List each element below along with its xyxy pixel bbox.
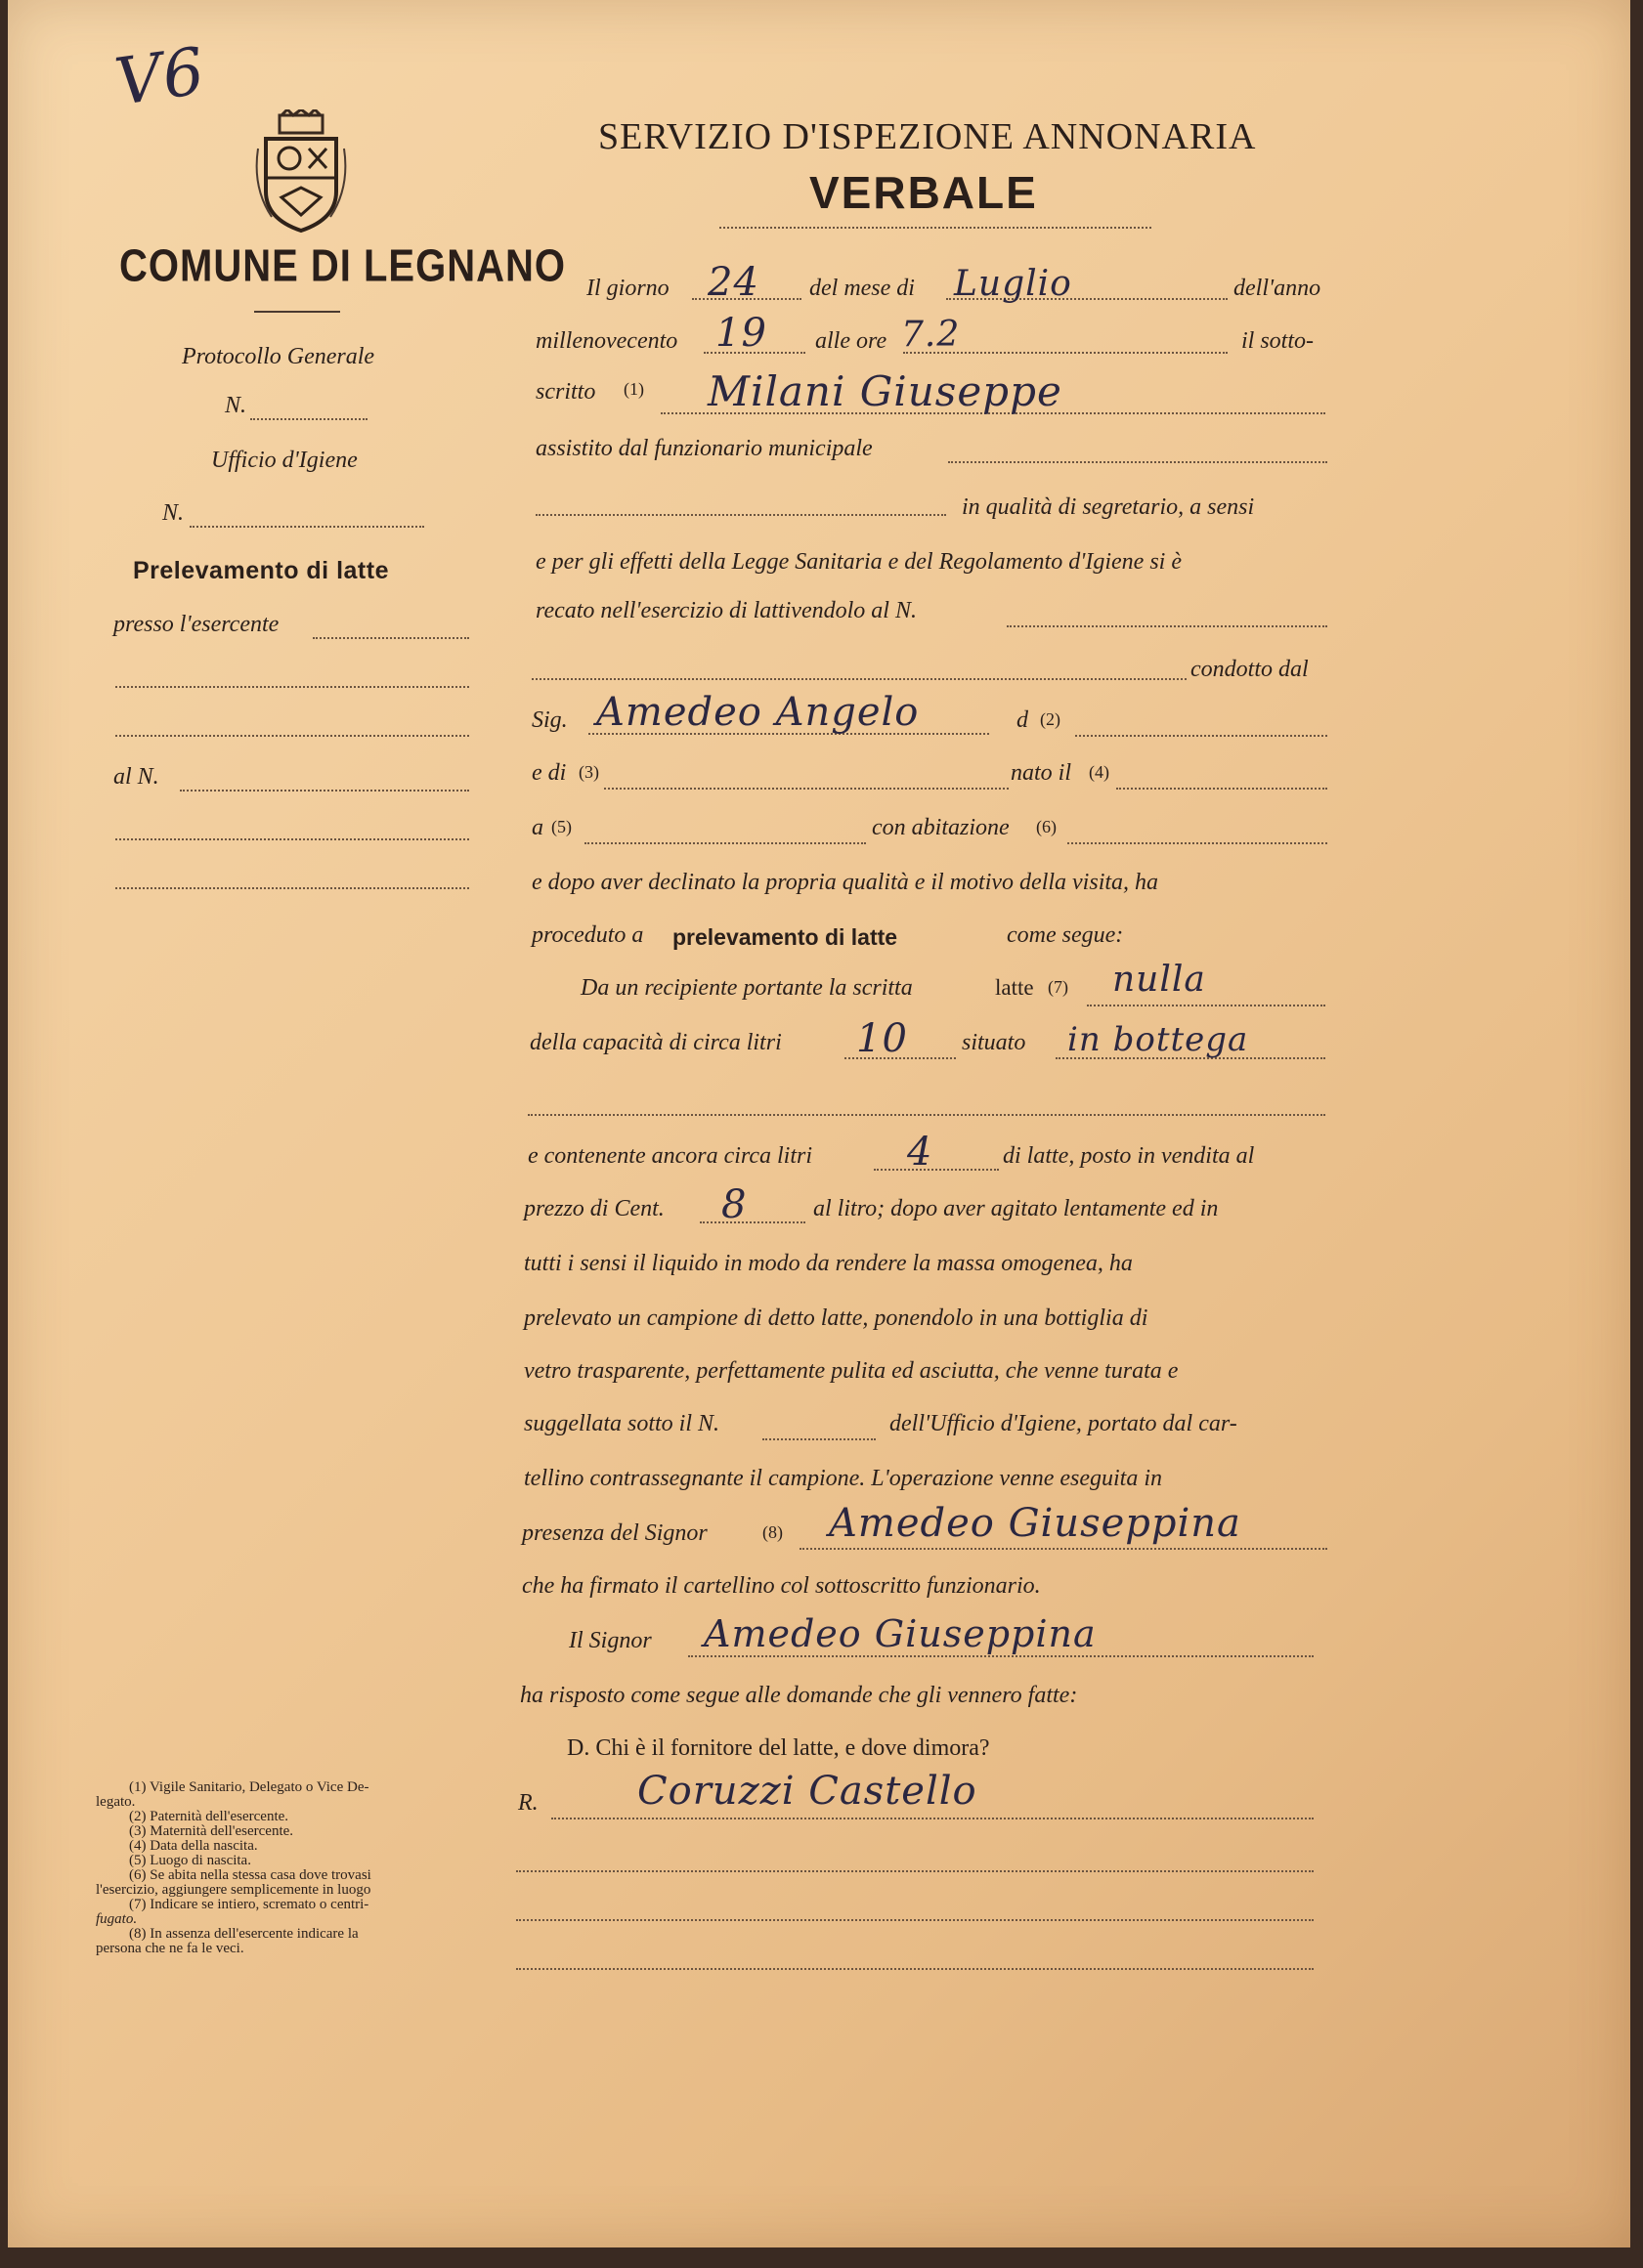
ufficio-n-label: N. bbox=[162, 500, 185, 526]
hour-label: alle ore bbox=[815, 328, 887, 354]
answer-line-1 bbox=[551, 1818, 1314, 1819]
note-2-ref: (2) bbox=[1040, 709, 1060, 729]
footnote: (4) Data della nascita. bbox=[129, 1838, 258, 1854]
condotto-label: condotto dal bbox=[1190, 657, 1309, 682]
scritta-value: nulla bbox=[1112, 960, 1206, 1000]
scritta-line bbox=[1087, 1005, 1325, 1006]
verbale-heading: VERBALE bbox=[809, 167, 1038, 218]
day-value: 24 bbox=[708, 260, 759, 305]
prelevamento-heading: Prelevamento di latte bbox=[133, 557, 389, 584]
note-7-ref: (7) bbox=[1048, 977, 1068, 997]
ufficio-n-line bbox=[190, 526, 424, 528]
footnotes bbox=[96, 1780, 467, 1956]
millennio-label: millenovecento bbox=[536, 328, 678, 354]
left-line-6 bbox=[115, 887, 469, 889]
nato-line bbox=[1116, 788, 1327, 790]
prezzo-value: 8 bbox=[721, 1182, 748, 1227]
sotto-label: il sotto- bbox=[1241, 328, 1315, 354]
vendita-label: di latte, posto in vendita al bbox=[1003, 1143, 1255, 1169]
month-value: Luglio bbox=[954, 264, 1072, 304]
answer-line-2 bbox=[516, 1870, 1314, 1872]
firmato-line: che ha firmato il cartellino col sottoscritto funzionario. bbox=[522, 1573, 1041, 1599]
contenente-line bbox=[874, 1169, 999, 1171]
scritto-label: scritto bbox=[536, 379, 596, 405]
signor-label: Il Signor bbox=[569, 1628, 652, 1653]
ufficio-portato-label: dell'Ufficio d'Igiene, portato dal car- bbox=[889, 1411, 1237, 1436]
note-4-ref: (4) bbox=[1089, 762, 1109, 782]
comune-title: COMUNE DI LEGNANO bbox=[119, 241, 566, 291]
prelevamento-bold: prelevamento di latte bbox=[672, 924, 898, 950]
footnote: (3) Maternità dell'esercente. bbox=[129, 1823, 294, 1839]
situato-value: in bottega bbox=[1067, 1020, 1249, 1059]
sensi-line: tutti i sensi il liquido in modo da rendere la massa omogenea, ha bbox=[524, 1251, 1133, 1276]
abitazione-label: con abitazione bbox=[872, 815, 1010, 840]
presso-line-3 bbox=[115, 735, 469, 737]
signor-line bbox=[688, 1655, 1314, 1657]
e-di-label: e di bbox=[532, 760, 567, 786]
ufficio-label: Ufficio d'Igiene bbox=[211, 448, 358, 473]
protocollo-n-label: N. bbox=[225, 393, 247, 418]
footnote: (7) Indicare se intiero, scremato o centri- bbox=[129, 1897, 369, 1912]
contenente-label: e contenente ancora circa litri bbox=[528, 1143, 813, 1169]
latte-label: latte bbox=[995, 975, 1034, 1000]
presso-line-1 bbox=[313, 637, 469, 639]
d-line bbox=[1075, 735, 1327, 737]
recipiente-label: Da un recipiente portante la scritta bbox=[581, 975, 913, 1001]
declinato-line: e dopo aver declinato la propria qualità e il motivo della visita, ha bbox=[532, 870, 1159, 895]
footnote: (1) Vigile Sanitario, Delegato o Vice De- bbox=[129, 1779, 369, 1795]
segue-label: come segue: bbox=[1007, 922, 1124, 948]
note-6-ref: (6) bbox=[1036, 817, 1057, 836]
condotto-line bbox=[532, 678, 1187, 680]
question-d: D. Chi è il fornitore del latte, e dove dimora? bbox=[567, 1735, 990, 1761]
servizio-heading: SERVIZIO D'ISPEZIONE ANNONARIA bbox=[598, 116, 1257, 157]
comune-underline bbox=[254, 311, 340, 313]
legge-line: e per gli effetti della Legge Sanitaria e del Regolamento d'Igiene si è bbox=[536, 549, 1182, 575]
al-n-label: al N. bbox=[113, 764, 159, 790]
situato-label: situato bbox=[962, 1030, 1026, 1055]
presso-label: presso l'esercente bbox=[113, 612, 280, 637]
litro-label: al litro; dopo aver agitato lentamente ed in bbox=[813, 1196, 1219, 1221]
sig-label: Sig. bbox=[532, 707, 568, 733]
vetro-line: vetro trasparente, perfettamente pulita ed asciutta, che venne turata e bbox=[524, 1358, 1179, 1384]
capacita-label: della capacità di circa litri bbox=[530, 1030, 782, 1055]
footnote: (2) Paternità dell'esercente. bbox=[129, 1809, 289, 1824]
answer-line-3 bbox=[516, 1919, 1314, 1921]
a-line bbox=[584, 842, 866, 844]
tellino-line: tellino contrassegnante il campione. L'operazione venne eseguita in bbox=[524, 1466, 1163, 1491]
recato-line bbox=[1007, 625, 1327, 627]
footnote: (5) Luogo di nascita. bbox=[129, 1853, 251, 1868]
answer-r-label: R. bbox=[518, 1790, 539, 1816]
left-line-5 bbox=[115, 838, 469, 840]
year-label: dell'anno bbox=[1233, 276, 1321, 301]
year-value: 19 bbox=[715, 311, 767, 356]
presenza-line bbox=[800, 1548, 1327, 1550]
risposto-line: ha risposto come segue alle domande che gli vennero fatte: bbox=[520, 1683, 1078, 1708]
footnote: legato. bbox=[96, 1794, 136, 1810]
d-label: d bbox=[1016, 707, 1028, 733]
contenente-value: 4 bbox=[907, 1130, 933, 1175]
assistito-label: assistito dal funzionario municipale bbox=[536, 436, 873, 461]
suggellata-label: suggellata sotto il N. bbox=[524, 1411, 720, 1436]
protocollo-label: Protocollo Generale bbox=[182, 344, 375, 369]
capacita-value: 10 bbox=[856, 1016, 908, 1061]
answer-r-value: Coruzzi Castello bbox=[637, 1769, 977, 1814]
segretario-line bbox=[536, 514, 946, 516]
presso-line-2 bbox=[115, 686, 469, 688]
proceduto-label: proceduto a bbox=[532, 922, 644, 948]
note-3-ref: (3) bbox=[579, 762, 599, 782]
note-8-ref: (8) bbox=[762, 1522, 783, 1542]
scritto-name: Milani Giuseppe bbox=[708, 367, 1062, 415]
presenza-name: Amedeo Giuseppina bbox=[829, 1501, 1241, 1546]
footnote: (6) Se abita nella stessa casa dove trovasi bbox=[129, 1867, 371, 1883]
assistito-line bbox=[948, 461, 1327, 463]
answer-line-4 bbox=[516, 1968, 1314, 1970]
margin-mark: V6 bbox=[110, 32, 210, 121]
note-1-ref: (1) bbox=[624, 379, 644, 399]
blank-line bbox=[528, 1114, 1325, 1116]
recato-label: recato nell'esercizio di lattivendolo al N. bbox=[536, 598, 917, 623]
note-5-ref: (5) bbox=[551, 817, 572, 836]
footnote: persona che ne fa le veci. bbox=[96, 1941, 244, 1956]
hour-value: 7.2 bbox=[901, 315, 961, 355]
verbale-underline bbox=[719, 227, 1151, 229]
sig-name: Amedeo Angelo bbox=[596, 690, 920, 735]
protocollo-n-line bbox=[250, 418, 368, 420]
abitazione-line bbox=[1067, 842, 1327, 844]
al-n-line bbox=[180, 790, 469, 792]
document-sheet bbox=[8, 0, 1630, 2247]
signor-name: Amedeo Giuseppina bbox=[704, 1612, 1097, 1655]
a-label: a bbox=[532, 815, 543, 840]
municipal-crest-icon bbox=[252, 109, 350, 236]
prezzo-label: prezzo di Cent. bbox=[524, 1196, 665, 1221]
segretario-label: in qualità di segretario, a sensi bbox=[962, 494, 1255, 520]
day-label: Il giorno bbox=[586, 276, 670, 301]
footnote: fugato. bbox=[96, 1911, 138, 1927]
e-di-line bbox=[604, 788, 1009, 790]
suggellata-line bbox=[762, 1438, 876, 1440]
campione-line: prelevato un campione di detto latte, ponendolo in una bottiglia di bbox=[524, 1305, 1148, 1331]
presenza-label: presenza del Signor bbox=[522, 1520, 708, 1546]
footnote: (8) In assenza dell'esercente indicare la bbox=[129, 1926, 359, 1942]
prezzo-line bbox=[700, 1221, 805, 1223]
footnote: l'esercizio, aggiungere semplicemente in luogo bbox=[96, 1882, 371, 1898]
month-label: del mese di bbox=[809, 276, 915, 301]
nato-label: nato il bbox=[1011, 760, 1072, 786]
